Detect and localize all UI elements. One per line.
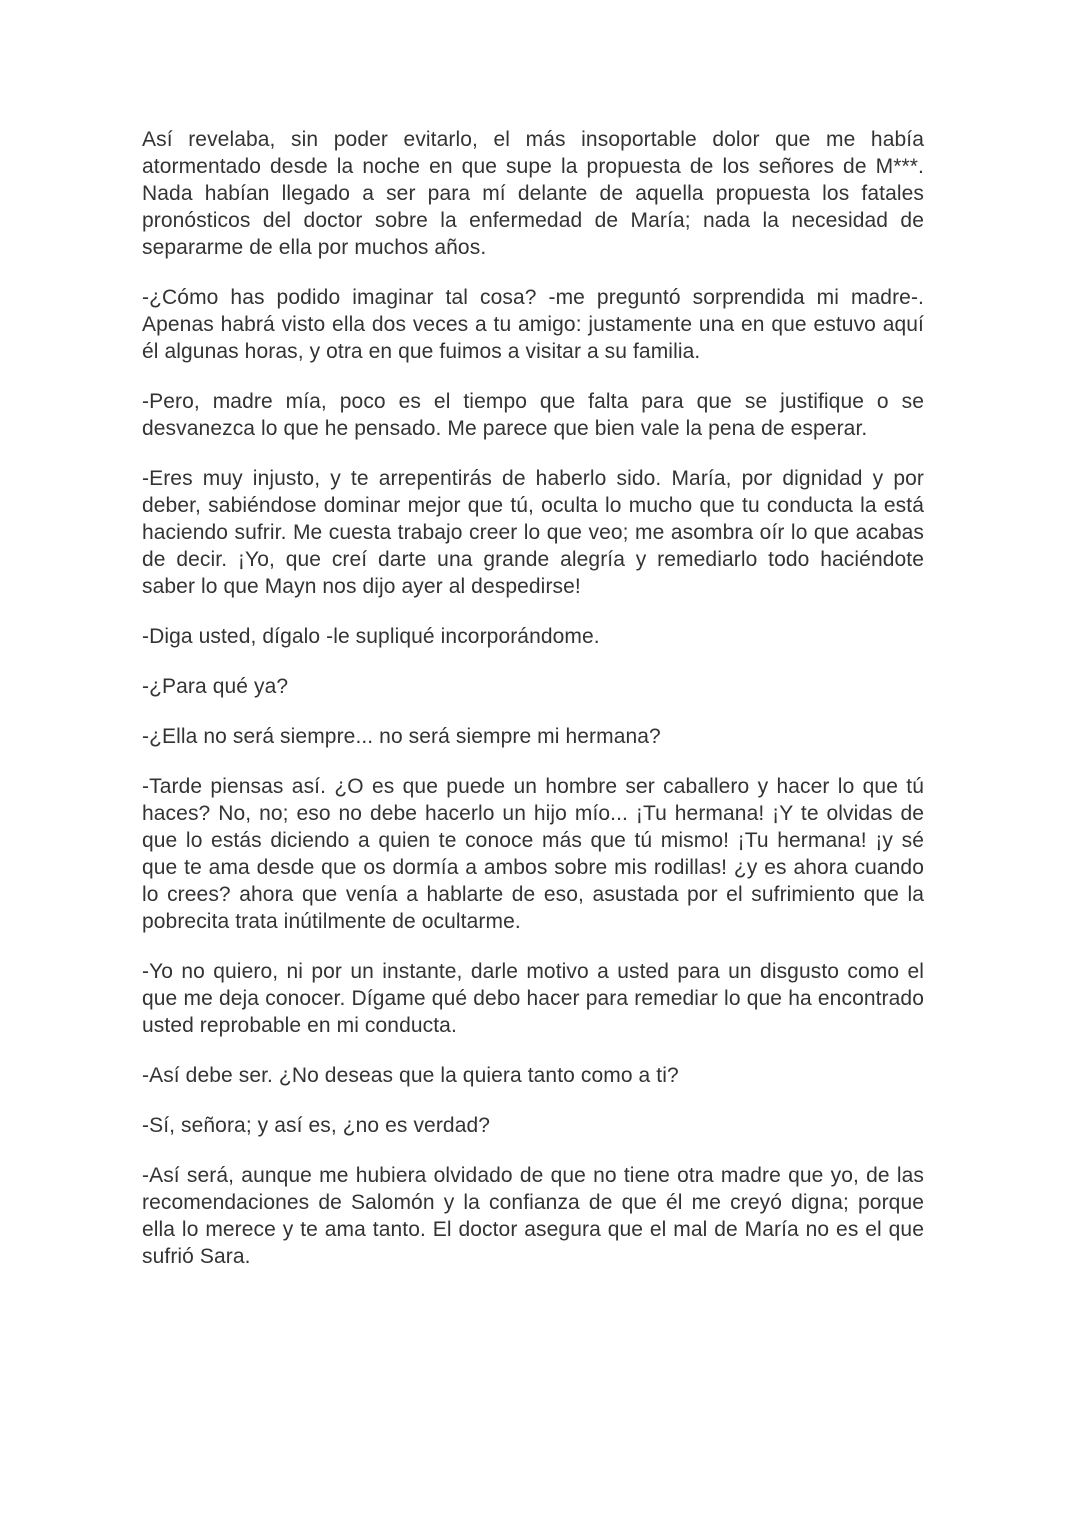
paragraph: -Pero, madre mía, poco es el tiempo que falta para que se justifique o se desvanezca lo que he pensado. Me parece que bien vale la pena de esperar. xyxy=(142,390,924,440)
paragraph: -Así debe ser. ¿No deseas que la quiera tanto como a ti? xyxy=(142,1064,679,1087)
paragraph: -Sí, señora; y así es, ¿no es verdad? xyxy=(142,1114,491,1137)
paragraph: -Diga usted, dígalo -le supliqué incorporándome. xyxy=(142,625,600,648)
paragraph: -Eres muy injusto, y te arrepentirás de haberlo sido. María, por dignidad y por deber, sabiéndose dominar mejor que tú, oculta lo mucho que tu conducta la está haciendo sufrir. Me cuesta trabajo creer lo que veo; me asombra oír lo que acabas de decir. ¡Yo, que creí darte una grande alegría y remediarlo todo haciéndote saber lo que Mayn nos dijo ayer al despedirse! xyxy=(142,467,924,598)
paragraph: Así revelaba, sin poder evitarlo, el más insoportable dolor que me había atormentado desde la noche en que supe la propuesta de los señores de M***. Nada habían llegado a ser para mí delante de aquella propuesta los fatales pronósticos del doctor sobre la enfermedad de María; nada la necesidad de separarme de ella por muchos años. xyxy=(142,128,924,259)
paragraph: -Tarde piensas así. ¿O es que puede un hombre ser caballero y hacer lo que tú haces? No, no; eso no debe hacerlo un hijo mío... ¡Tu hermana! ¡Y te olvidas de que lo estás diciendo a quien te conoce más que tú mismo! ¡Tu hermana! ¡y sé que te ama desde que os dormía a ambos sobre mis rodillas! ¿y es ahora cuando lo crees? ahora que venía a hablarte de eso, asustada por el sufrimiento que la pobrecita trata inútilmente de ocultarme. xyxy=(142,775,924,933)
paragraph: -Yo no quiero, ni por un instante, darle motivo a usted para un disgusto como el que me deja conocer. Dígame qué debo hacer para remediar lo que ha encontrado usted reprobable en mi conducta. xyxy=(142,960,924,1037)
paragraph: -¿Cómo has podido imaginar tal cosa? -me preguntó sorprendida mi madre-. Apenas habrá visto ella dos veces a tu amigo: justamente una en que estuvo aquí él algunas horas, y otra en que fuimos a visitar a su familia. xyxy=(142,286,924,363)
paragraph: -¿Ella no será siempre... no será siempre mi hermana? xyxy=(142,725,661,748)
paragraph: -¿Para qué ya? xyxy=(142,675,289,698)
text-block xyxy=(142,126,924,1270)
paragraph: -Así será, aunque me hubiera olvidado de que no tiene otra madre que yo, de las recomendaciones de Salomón y la confianza de que él me creyó digna; porque ella lo merece y te ama tanto. El doctor asegura que el mal de María no es el que sufrió Sara. xyxy=(142,1164,924,1268)
